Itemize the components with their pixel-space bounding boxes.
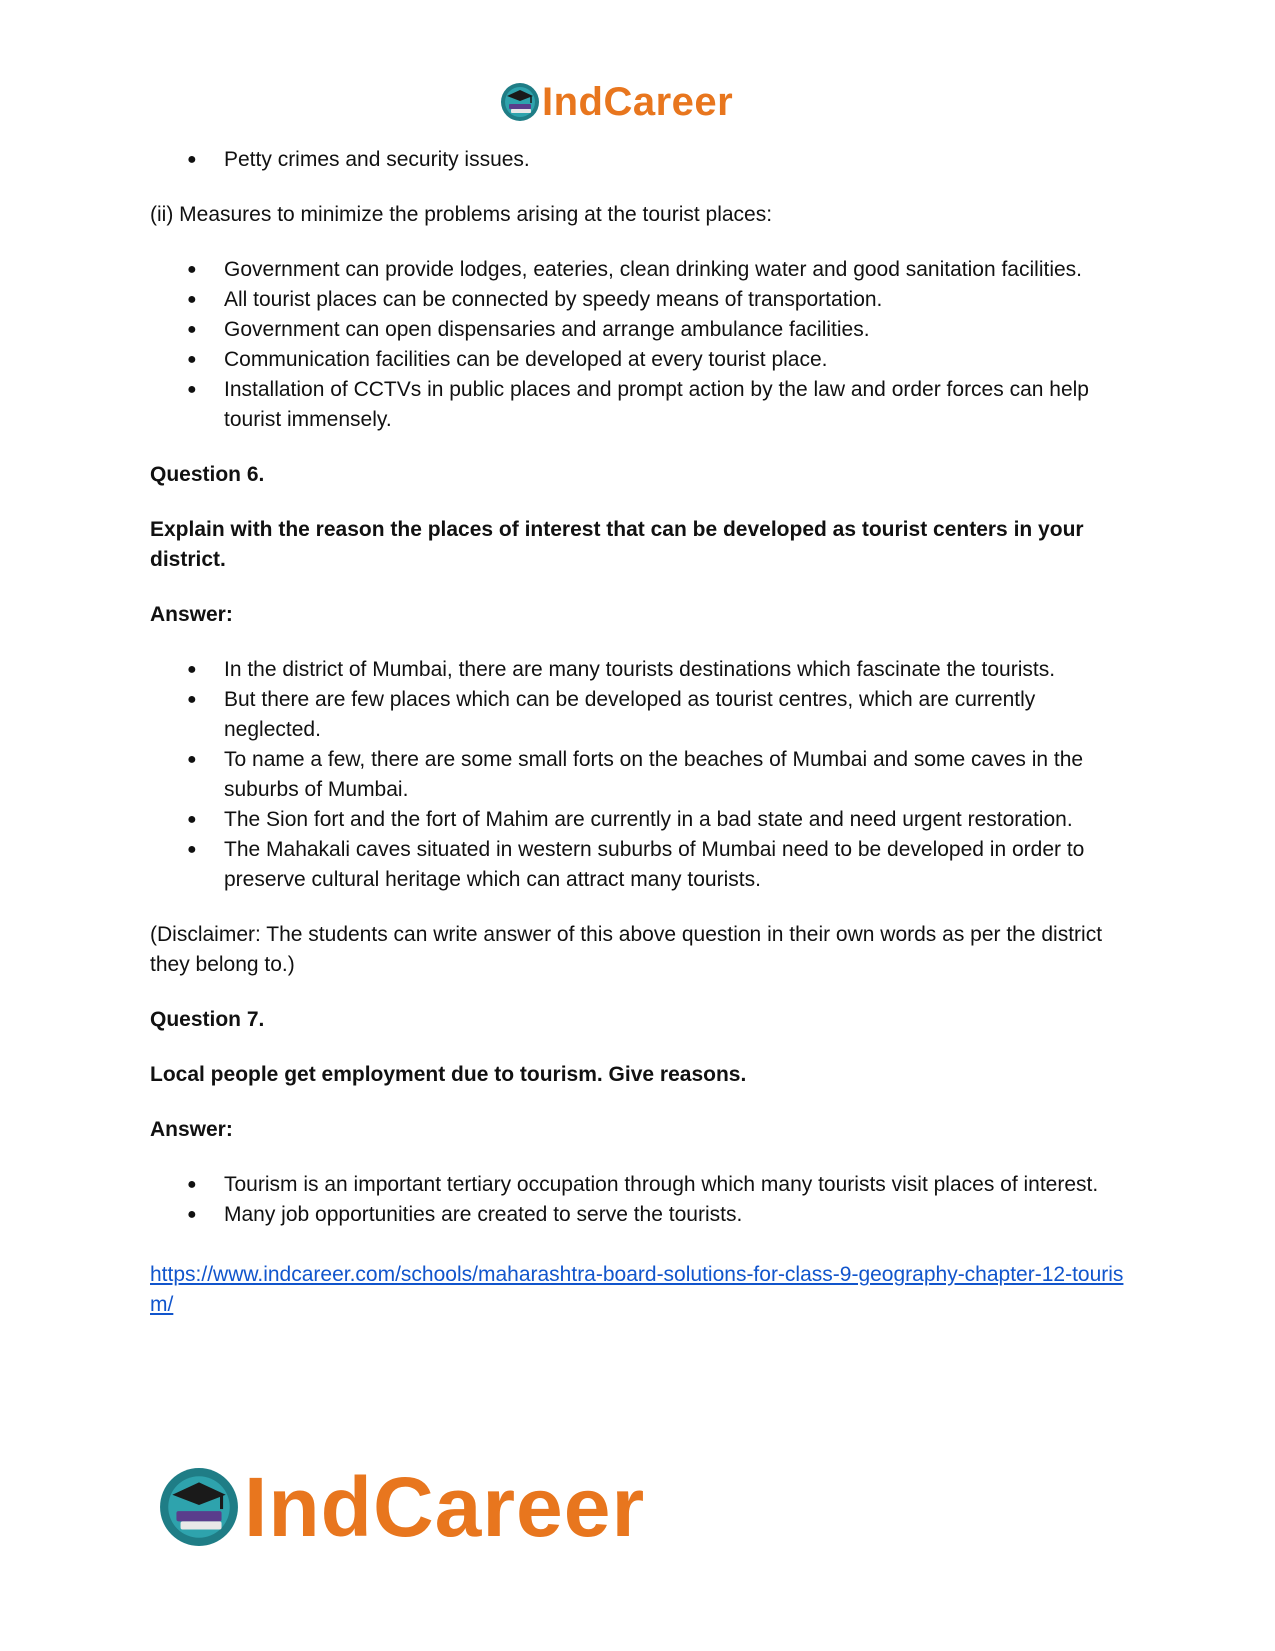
list-item: ● To name a few, there are some small forts on the beaches of Mumbai and some caves in the suburbs of Mumbai. bbox=[150, 745, 1130, 805]
question-6-answer-list bbox=[150, 655, 1130, 895]
list-item: ● Many job opportunities are created to serve the tourists. bbox=[150, 1200, 1130, 1230]
list-item: ● In the district of Mumbai, there are many tourists destinations which fascinate the tourists. bbox=[150, 655, 1130, 685]
measures-heading: (ii) Measures to minimize the problems arising at the tourist places: bbox=[150, 203, 773, 226]
graduation-book-icon bbox=[500, 82, 540, 122]
list-item: ● The Sion fort and the fort of Mahim are currently in a bad state and need urgent restoration. bbox=[150, 805, 1130, 835]
list-item: ● But there are few places which can be developed as tourist centres, which are currently neglected. bbox=[150, 685, 1130, 745]
disclaimer: (Disclaimer: The students can write answer of this above question in their own words as per the district they belong to.) bbox=[150, 923, 1103, 976]
list-item: ● Government can open dispensaries and arrange ambulance facilities. bbox=[150, 315, 1130, 345]
question-7-text: Local people get employment due to tourism. Give reasons. bbox=[150, 1063, 747, 1086]
source-link[interactable]: https://www.indcareer.com/schools/maharashtra-board-solutions-for-class-9-geography-chapter-12-tourism/ bbox=[150, 1263, 1124, 1316]
document-body bbox=[150, 145, 1130, 1345]
question-6-label: Question 6. bbox=[150, 463, 265, 486]
logo-wordmark: IndCareer bbox=[244, 1460, 646, 1554]
question-7-answer-label: Answer: bbox=[150, 1118, 233, 1141]
intro-bullet-list bbox=[150, 145, 1130, 175]
header-logo bbox=[500, 80, 733, 124]
list-item: ● Installation of CCTVs in public places and prompt action by the law and order forces can help tourist immensely. bbox=[150, 375, 1130, 435]
list-item: ● Petty crimes and security issues. bbox=[150, 145, 1130, 175]
question-7-answer-list bbox=[150, 1170, 1130, 1230]
measures-list bbox=[150, 255, 1130, 435]
footer-logo bbox=[158, 1462, 645, 1552]
logo-wordmark: IndCareer bbox=[542, 80, 734, 124]
question-6-answer-label: Answer: bbox=[150, 603, 233, 626]
list-item: ● Government can provide lodges, eateries, clean drinking water and good sanitation facilities. bbox=[150, 255, 1130, 285]
question-7-label: Question 7. bbox=[150, 1008, 265, 1031]
graduation-book-icon bbox=[158, 1466, 240, 1548]
list-item: ● The Mahakali caves situated in western suburbs of Mumbai need to be developed in order to preserve cultural heritage which can attract many tourists. bbox=[150, 835, 1130, 895]
question-6-text: Explain with the reason the places of interest that can be developed as tourist centers in your district. bbox=[150, 518, 1084, 571]
list-item: ● Tourism is an important tertiary occupation through which many tourists visit places of interest. bbox=[150, 1170, 1130, 1200]
list-item: ● All tourist places can be connected by speedy means of transportation. bbox=[150, 285, 1130, 315]
list-item: ● Communication facilities can be developed at every tourist place. bbox=[150, 345, 1130, 375]
